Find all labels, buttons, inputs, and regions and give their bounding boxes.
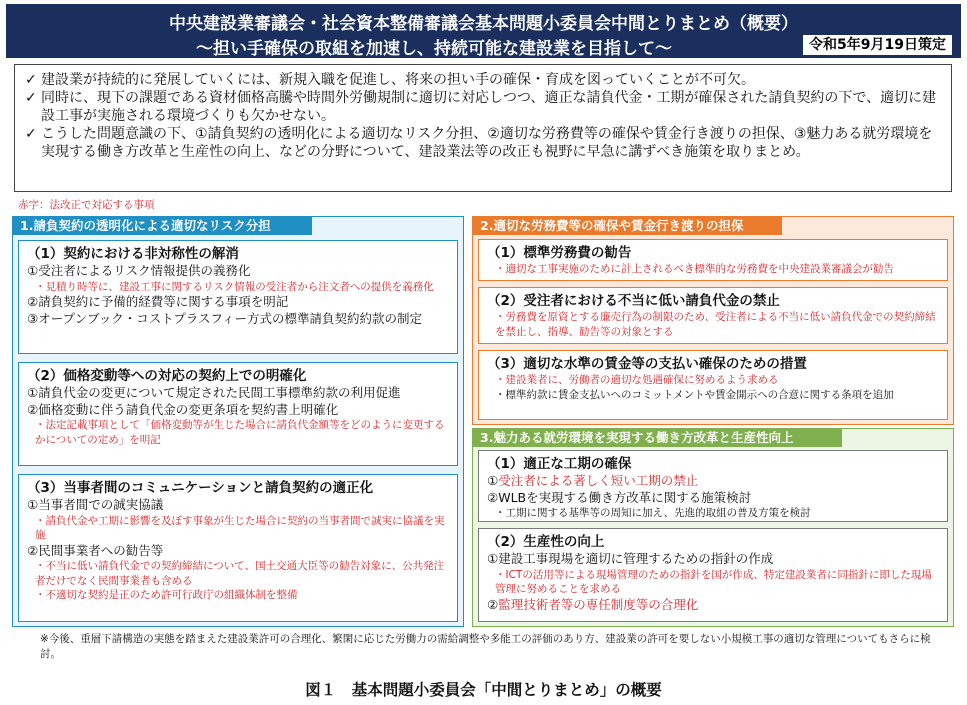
- box-title: （1）適正な工期の確保: [487, 456, 632, 472]
- box-title: （1）契約における非対称性の解消: [27, 246, 239, 262]
- page-title: 中央建設業審議会・社会資本整備審議会基本問題小委員会中間とりまとめ（概要）: [169, 14, 798, 34]
- item: [487, 597, 939, 614]
- item: ①受注者によるリスク情報提供の義務化: [27, 263, 251, 278]
- item: ②民間事業者への勧告等: [27, 542, 164, 558]
- summary-text: 同時に、現下の課題である資材価格高騰や時間外労働規制に適切に対応しつつ、適正な請負代金・工期が確保された請負契約の下で、適切に建設工事が実施される環境づくりも欠かせない。: [41, 90, 937, 124]
- red-note: ・労務費を原資とする廉売行為の制限のため、受注者による不当に低い請負代金での契約締結を禁止し、指導、勧告等の対象とする: [495, 311, 936, 338]
- red-note: ・不適切な契約是正のため許可行政庁の組織体制を整備: [35, 589, 298, 601]
- summary-text: こうした問題意識の下、①請負契約の透明化による適切なリスク分担、②適切な労務費等の確保や賃金行き渡りの担保、③魅力ある就労環境を実現する働き方改革と生産性の向上、などの分野について、建設業法等の改正も視野に早急に講ずべき施策を取りまとめ。: [41, 126, 933, 160]
- red-text-legend: 赤字：法改正で対応する事項: [18, 199, 155, 211]
- red-item-text: 監理技術者等の専任制度等の合理化: [498, 596, 699, 612]
- section2-box-3: [478, 350, 948, 420]
- title-banner: [6, 4, 961, 58]
- figure-caption: 図１ 基本問題小委員会「中間とりまとめ」の概要: [305, 681, 662, 699]
- summary-text: 建設業が持続的に発展していくには、新規入職を促進し、将来の担い手の確保・育成を図っていくことが不可欠。: [41, 72, 755, 88]
- red-note: ・建設業者に、労働者の適切な処遇確保に努めるよう求める: [495, 374, 779, 386]
- item-number: ①: [487, 473, 499, 488]
- item: ①建設工事現場を適切に管理するための指針の作成: [487, 551, 774, 566]
- red-item-text: 受注者による著しく短い工期の禁止: [498, 473, 699, 488]
- check-icon: ✓: [25, 90, 37, 106]
- page-subtitle: ～担い手確保の取組を加速し、持続可能な建設業を目指して～: [196, 39, 672, 59]
- section1-title: 1.請負契約の透明化による適切なリスク分担: [12, 216, 312, 235]
- red-note: ・不当に低い請負代金での契約締結について、国土交通大臣等の勧告対象に、公共発注者だけでなく民間事業者も含める: [35, 560, 445, 587]
- note: ・工期に関する基準等の周知に加え、先進的取組の普及方策を検討: [495, 507, 811, 519]
- box-title: （3）当事者間のコミュニケーションと請負契約の適正化: [27, 480, 374, 496]
- item: ①請負代金の変更について規定された民間工事標準約款の利用促進: [27, 385, 401, 400]
- box-title: （3）適切な水準の賃金等の支払い確保のための措置: [487, 356, 807, 372]
- box-title: （2）生産性の向上: [487, 534, 605, 550]
- note: ・標準約款に賃金支払いへのコミットメントや賃金開示への合意に関する条項を追加: [495, 388, 894, 401]
- item: ②価格変動に伴う請負代金の変更条項を契約書上明確化: [27, 401, 339, 417]
- red-note: ・適切な工事実施のために計上されるべき標準的な労務費を中央建設業審議会が勧告: [495, 263, 894, 275]
- summary-item: [25, 71, 941, 89]
- box-title: （2）受注者における不当に低い請負代金の禁止: [487, 293, 780, 309]
- summary-box: [14, 64, 952, 192]
- section3-box-1: [478, 450, 948, 522]
- section2-box-2: [478, 287, 948, 344]
- section1-box-3: [18, 474, 458, 622]
- section2-title: 2.適切な労務費等の確保や賃金行き渡りの担保: [472, 216, 782, 235]
- box-title: （1）標準労務費の勧告: [487, 245, 632, 261]
- red-note: ・見積り時等に、建設工事に関するリスク情報の受注者から注文者への提供を義務化: [35, 280, 434, 293]
- summary-item: [25, 89, 941, 125]
- check-icon: ✓: [25, 126, 37, 142]
- item: ②請負契約に予備的経費等に関する事項を明記: [27, 294, 289, 309]
- item: ①当事者間での誠実協議: [27, 497, 164, 512]
- item: [487, 473, 939, 490]
- section1-box-1: [18, 240, 458, 354]
- date-badge: 令和5年9月19日策定: [803, 35, 952, 55]
- section3-title: 3.魅力ある就労環境を実現する働き方改革と生産性向上: [472, 428, 842, 447]
- summary-item: [25, 125, 941, 161]
- box-title: （2）価格変動等への対応の契約上での明確化: [27, 368, 307, 384]
- check-icon: ✓: [25, 72, 37, 88]
- footnote: ※今後、重層下請構造の実態を踏まえた建設業許可の合理化、繁閑に応じた労働力の需給調整や多能工の評価のあり方、建設業の許可を要しない小規模工事の適切な管理についてもさらに検討。: [40, 633, 931, 660]
- item-number: ②: [487, 596, 499, 612]
- section1-box-2: [18, 362, 458, 466]
- red-note: ・請負代金や工期に影響を及ぼす事象が生じた場合に契約の当事者間で誠実に協議を実施: [35, 514, 445, 541]
- red-note: ・ICTの活用等による現場管理のための指針を国が作成、特定建設業者に同指針に即した現場管理に努めることを求める: [495, 568, 932, 595]
- item: ③オープンブック・コストプラスフィー方式の標準請負契約約款の制定: [27, 310, 422, 326]
- section2-box-1: [478, 239, 948, 281]
- section3-box-2: [478, 528, 948, 622]
- item: ②WLBを実現する働き方改革に関する施策検討: [487, 489, 752, 505]
- red-note: ・法定記載事項として「価格変動等が生じた場合に請負代金額等をどのように変更するかについての定め」を明記: [35, 419, 445, 446]
